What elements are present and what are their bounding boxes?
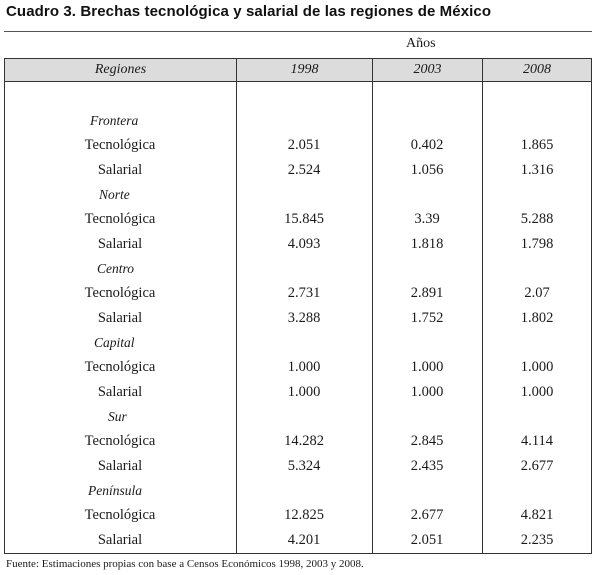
region-heading — [4, 184, 592, 206]
table-row — [4, 356, 592, 378]
value-1998: 3.288 — [287, 310, 321, 326]
value-2008: 4.821 — [520, 507, 554, 523]
value-1998: 4.201 — [287, 532, 321, 548]
value-2008: 2.677 — [520, 458, 554, 474]
value-2003: 1.000 — [410, 359, 444, 375]
row-label: Tecnológica — [84, 359, 156, 375]
value-2008: 1.000 — [520, 359, 554, 375]
value-1998: 2.051 — [287, 137, 321, 153]
table-row — [4, 430, 592, 452]
table-row — [4, 307, 592, 329]
value-2003: 2.891 — [410, 285, 444, 301]
row-label: Tecnológica — [84, 433, 156, 449]
region-heading — [4, 110, 592, 132]
table-row — [4, 208, 592, 230]
table-row — [4, 134, 592, 156]
table-body — [4, 82, 592, 553]
table-row — [4, 529, 592, 551]
row-label: Salarial — [97, 458, 143, 474]
value-1998: 2.524 — [287, 162, 321, 178]
table-row — [4, 504, 592, 526]
value-1998: 1.000 — [287, 384, 321, 400]
value-2003: 1.000 — [410, 384, 444, 400]
table-row — [4, 159, 592, 181]
value-2008: 1.000 — [520, 384, 554, 400]
value-2003: 2.845 — [410, 433, 444, 449]
value-2003: 0.402 — [410, 137, 444, 153]
value-2003: 2.051 — [410, 532, 444, 548]
value-2008: 1.865 — [520, 137, 554, 153]
value-2003: 1.818 — [410, 236, 444, 252]
table-title: Cuadro 3. Brechas tecnológica y salarial de las regiones de México — [6, 3, 492, 20]
value-2008: 4.114 — [520, 433, 554, 449]
region-heading — [4, 258, 592, 280]
value-2003: 3.39 — [414, 211, 440, 227]
row-label: Tecnológica — [84, 285, 156, 301]
value-2003: 1.056 — [410, 162, 444, 178]
region-name: Centro — [97, 261, 134, 276]
region-name: Sur — [108, 409, 127, 424]
value-1998: 4.093 — [287, 236, 321, 252]
value-2008: 2.235 — [520, 532, 554, 548]
region-name: Península — [88, 483, 142, 498]
header-year-1998: 1998 — [237, 59, 373, 81]
header-regions: Regiones — [5, 59, 237, 81]
table-row — [4, 381, 592, 403]
row-label: Salarial — [97, 162, 143, 178]
value-1998: 1.000 — [287, 359, 321, 375]
years-label: Años — [406, 36, 436, 51]
row-label: Salarial — [97, 236, 143, 252]
region-name: Frontera — [90, 113, 139, 128]
source-footnote: Fuente: Estimaciones propias con base a Censos Económicos 1998, 2003 y 2008. — [6, 558, 364, 570]
header-year-2003: 2003 — [373, 59, 483, 81]
region-name: Capital — [94, 335, 135, 350]
table-row — [4, 455, 592, 477]
table-row — [4, 233, 592, 255]
table-row — [4, 282, 592, 304]
value-1998: 12.825 — [284, 507, 324, 523]
row-label: Salarial — [97, 310, 143, 326]
region-heading — [4, 332, 592, 354]
value-2008: 5.288 — [520, 211, 554, 227]
value-2008: 1.802 — [520, 310, 554, 326]
row-label: Tecnológica — [84, 507, 156, 523]
bottom-rule — [4, 553, 592, 554]
value-2008: 1.798 — [520, 236, 554, 252]
value-2003: 2.435 — [410, 458, 444, 474]
value-1998: 5.324 — [287, 458, 321, 474]
row-label: Tecnológica — [84, 137, 156, 153]
header-year-2008: 2008 — [523, 62, 551, 77]
value-2008: 1.316 — [520, 162, 554, 178]
value-1998: 14.282 — [284, 433, 324, 449]
row-label: Salarial — [97, 384, 143, 400]
row-label: Salarial — [97, 532, 143, 548]
top-rule — [4, 31, 592, 32]
value-1998: 2.731 — [287, 285, 321, 301]
region-name: Norte — [99, 187, 130, 202]
value-1998: 15.845 — [284, 211, 324, 227]
region-heading — [4, 480, 592, 502]
value-2003: 1.752 — [410, 310, 444, 326]
row-label: Tecnológica — [84, 211, 156, 227]
value-2008: 2.07 — [524, 285, 550, 301]
table-header — [4, 58, 592, 82]
region-heading — [4, 406, 592, 428]
value-2003: 2.677 — [410, 507, 444, 523]
